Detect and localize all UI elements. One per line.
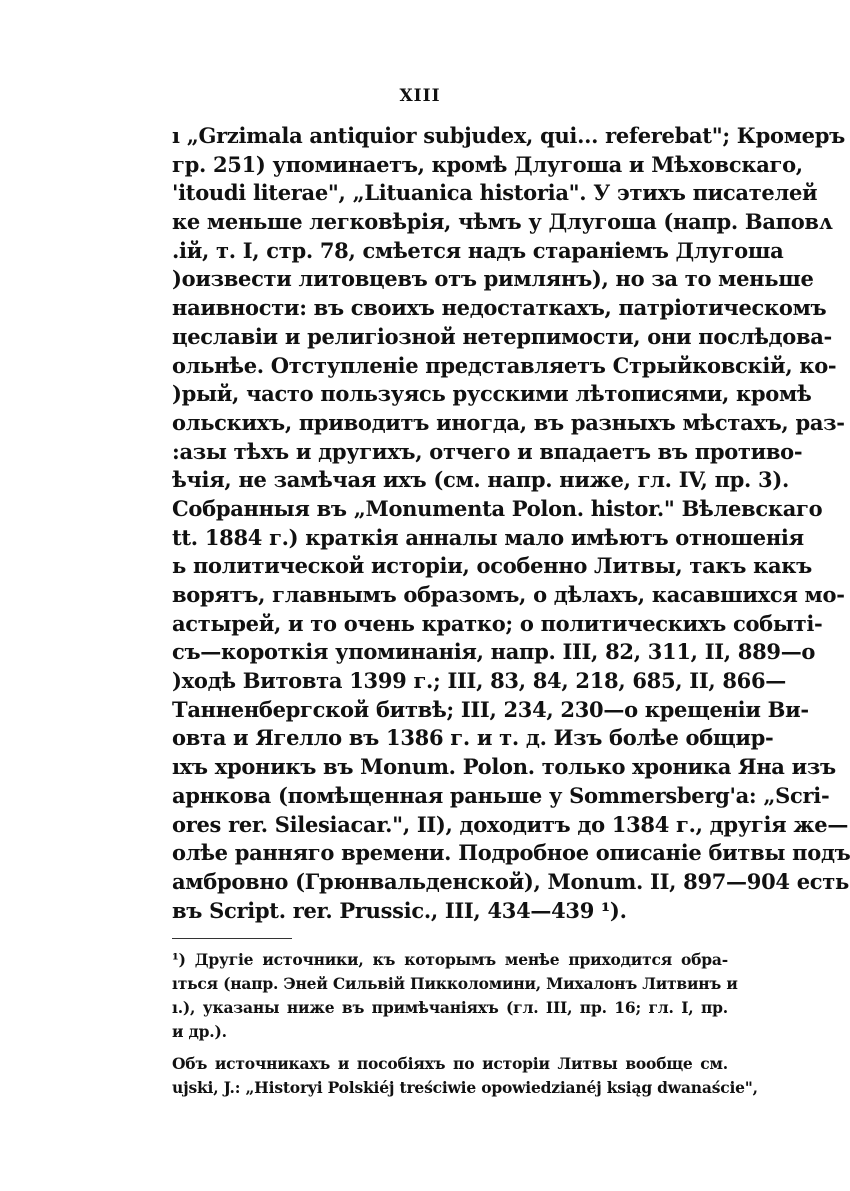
text-line: .ій, т. I, стр. 78, смѣется надъ стараніемъ Длугоша <box>172 237 784 263</box>
text-line: ольнѣе. Отступленіе представляетъ Стрыйковскій, ко- <box>172 352 837 378</box>
text-line: въ Script. rer. Prussic., III, 434—439 ¹). <box>172 897 627 923</box>
text-line: олѣе ранняго времени. Подробное описаніе битвы подъ <box>172 840 850 866</box>
text-line: ке меньше легковѣрія, чѣмъ у Длугоша (напр. Ваповᴧ <box>172 209 832 235</box>
text-line: наивности: въ своихъ недостаткахъ, патріотическомъ <box>172 295 827 321</box>
text-line: ores rer. Silesiacar.", II), доходитъ до 1384 г., другія же— <box>172 811 849 837</box>
text-line: гр. 251) упоминаетъ, кромѣ Длугоша и Мѣховскаго, <box>172 151 803 177</box>
text-line: астырей, и то очень кратко; о политическихъ событі- <box>172 610 823 636</box>
text-line: Танненбергской битвѣ; III, 234, 230—о крещеніи Ви- <box>172 696 809 722</box>
text-line: ворятъ, главнымъ образомъ, о дѣлахъ, касавшихся мо- <box>172 582 845 607</box>
footnote-line: и др.). <box>172 1022 227 1041</box>
footnote-line: ujski, J.: „Historyi Polskiéj treściwie opowiedzianéj ksiąg dwanaście", <box>172 1078 758 1097</box>
text-line: амбровно (Грюнвальденской), Monum. II, 897—904 есть <box>172 868 849 894</box>
footnotes-block <box>172 948 758 1100</box>
footnote-line: ¹) Другіе источники, къ которымъ менѣе приходится обра- <box>172 950 728 969</box>
page-number: XIII <box>399 86 441 106</box>
text-line: 'itoudi literae", „Lituanica historia". У этихъ писателей <box>172 180 818 206</box>
text-line: цеславіи и религіозной нетерпимости, они послѣдова- <box>172 323 832 349</box>
text-line: :азы тѣхъ и другихъ, отчего и впадаетъ въ противо- <box>172 438 803 464</box>
text-line: ольскихъ, приводитъ иногда, въ разныхъ мѣстахъ, раз- <box>172 409 845 435</box>
text-line: арнкова (помѣщенная раньше у Sommersberg'a: „Scri- <box>172 782 830 808</box>
footnote-line: ıться (напр. Эней Сильвій Пикколомини, Михалонъ Литвинъ и <box>172 974 738 993</box>
text-line: ıхъ хроникъ въ Monum. Polon. только хроника Яна изъ <box>172 754 836 780</box>
text-line: tt. 1884 г.) краткія анналы мало имѣютъ отношенія <box>172 524 804 550</box>
footnote-divider <box>172 938 292 939</box>
text-line: )рый, часто пользуясь русскими лѣтописями, кромѣ <box>172 381 812 407</box>
text-line: овта и Ягелло въ 1386 г. и т. д. Изъ болѣе общир- <box>172 725 774 751</box>
text-line: съ—короткія упоминанія, напр. III, 82, 311, II, 889—о <box>172 639 816 665</box>
text-line: ı „Grzimala antiquior subjudex, qui... referebat"; Кромеръ <box>172 123 845 148</box>
footnote-line: Объ источникахъ и пособіяхъ по исторіи Литвы вообще см. <box>172 1054 728 1073</box>
text-line: ь политической исторіи, особенно Литвы, такъ какъ <box>172 553 812 579</box>
main-text-block <box>172 122 850 925</box>
text-line: Собранныя въ „Monumenta Polon. histor." Вѣлевскаго <box>172 495 823 521</box>
footnote-line: ı.), указаны ниже въ примѣчаніяхъ (гл. III, пр. 16; гл. I, пр. <box>172 998 728 1017</box>
text-line: )ходѣ Витовта 1399 г.; III, 83, 84, 218, 685, II, 866— <box>172 668 787 694</box>
text-line: ѣчія, не замѣчая ихъ (см. напр. ниже, гл. IV, пр. 3). <box>172 467 790 493</box>
text-line: )оизвести литовцевъ отъ римлянъ), но за то меньше <box>172 266 814 292</box>
